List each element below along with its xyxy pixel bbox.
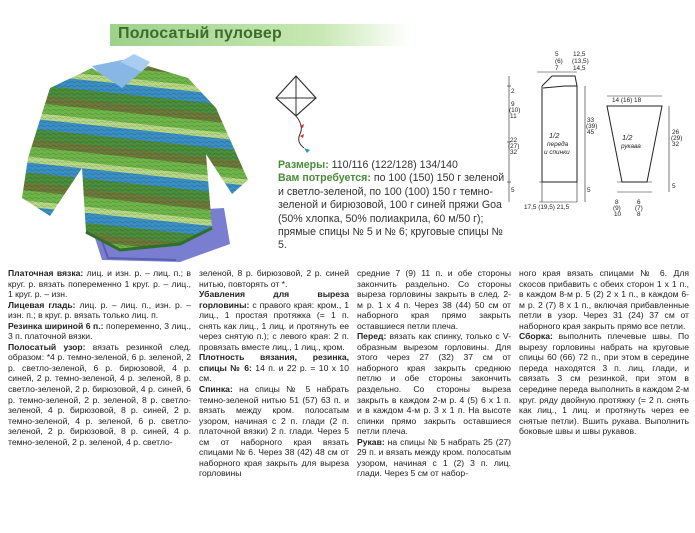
svg-text:(10): (10): [509, 107, 521, 114]
svg-text:9: 9: [511, 101, 515, 108]
svg-text:6: 6: [637, 199, 641, 206]
svg-text:(13,5): (13,5): [572, 58, 589, 65]
svg-text:32: 32: [672, 141, 680, 148]
svg-text:14 (16) 18: 14 (16) 18: [612, 97, 642, 104]
svg-text:5: 5: [511, 187, 515, 194]
materials-label: Вам потребуется:: [278, 172, 371, 185]
svg-text:(27): (27): [508, 143, 520, 150]
kite-icon: [270, 68, 345, 153]
svg-text:(29): (29): [671, 135, 683, 142]
svg-text:7: 7: [555, 65, 559, 72]
page-title: Полосатый пуловер: [118, 25, 282, 42]
svg-text:26: 26: [672, 129, 680, 136]
pattern-schema: [497, 42, 692, 218]
svg-text:14,5: 14,5: [573, 65, 586, 72]
svg-text:рукава: рукава: [621, 143, 641, 150]
svg-text:(9): (9): [613, 205, 621, 212]
svg-text:8: 8: [615, 199, 619, 206]
svg-text:и спинки: и спинки: [544, 149, 570, 156]
instructions-column-3: средние 7 (9) 11 п. и обе стороны закончить раздельно. Со стороны выреза горловины закрыть в след. 2-м р. 1 х 4 п. Через 38 (44) 50 см от наборного края прямо закрыть оставшиеся петли плеча. Перед: вязать как спинку, только с V-образным вырезом горловины. Для этого через 27 (32) 37 см от наборного края закрыть среднюю петлю и обе стороны закончить раздельно. Со стороны выреза закрыть в каждом 2-м р. 4 (5) 6 х 1 п. и в каждом 4-м р. 3 х 1 п. На высоте спинки прямо закрыть оставшиеся петли плеча. Рукав: на спицы № 5 набрать 25 (27) 29 п. и вязать между кром. полосатым узором, начиная с 1 (2) 3 п. лиц. глади. Через 5 см от набор-: [357, 268, 511, 479]
svg-text:(39): (39): [586, 123, 598, 130]
svg-text:12,5: 12,5: [573, 51, 586, 58]
svg-text:1/2: 1/2: [549, 131, 560, 140]
instructions-column-2: зеленой, 8 р. бирюзовой, 2 р. синей нитью, повторять от *. Убавления для выреза горловины: с правого края: кром., 1 лиц., 1 простая протяжка (= 1 п. снять как лиц., 1 лиц. и протянуть ее через снятую п.); с левого края: 2 п. провязать вместе лиц., 1 лиц., кром. Плотность вязания, резинка, спицы № 6: 14 п. и 22 р. = 10 х 10 см. Спинка: на спицы № 5 набрать темно-зеленой нитью 51 (57) 63 п. и вязать между кром. полосатым узором, начиная с 2 п. глади (2 п. платочной вязки) 2 п. глади. Через 5 см от наборного края вязать спицами № 6. Через 38 (42) 48 см от наборного края закрыть для выреза горловины: [199, 268, 349, 479]
svg-text:1/2: 1/2: [622, 133, 633, 142]
svg-text:45: 45: [587, 129, 595, 136]
sizes-block: [278, 159, 506, 253]
svg-text:10: 10: [614, 211, 622, 218]
sizes-label: Размеры:: [278, 159, 329, 171]
sizes-value: 110/116 (122/128) 134/140: [328, 159, 458, 171]
svg-text:8: 8: [637, 211, 641, 218]
svg-text:(7): (7): [635, 205, 643, 212]
svg-text:5: 5: [672, 183, 676, 190]
svg-text:5: 5: [587, 187, 591, 194]
svg-text:17,5 (19,5) 21,5: 17,5 (19,5) 21,5: [524, 204, 570, 211]
svg-text:переда: переда: [547, 141, 569, 148]
svg-text:32: 32: [510, 149, 518, 156]
front-top-size: 5: [555, 51, 559, 58]
svg-text:22: 22: [510, 137, 518, 144]
instructions-column-4: ного края вязать спицами № 6. Для скосов прибавить с обеих сторон 1 х 1 п., в каждом 8-м р. 5 (2) 2 х 1 п., в каждом 6-м р. 2 (7) 8 х 1 п., включая прибавленные петли в узор. Через 31 (24) 37 см от наборного края закрыть прямо все петли. Сборка: выполнить плечевые швы. По вырезу горловины набрать на круговые спицы 60 (66) 72 п., при этом в середине переда находятся 3 п. лиц. глади, и связать 3 см резинкой, при этом в середине переда выполнить в каждом 2-м круг. ряду двойную протяжку (= 2 п. снять как лиц., 1 лиц. и протянуть через ее снятые петли). Вшить рукава. Выполнить боковые швы и швы рукавов.: [519, 268, 689, 437]
svg-text:11: 11: [510, 113, 517, 120]
svg-text:2: 2: [511, 88, 515, 95]
striped-pullover-photo: [10, 48, 258, 266]
instructions-column-1: Платочная вязка: лиц. и изн. р. – лиц. п.; в круг. р. вязать попеременно 1 круг. р. – лиц., 1 круг. р. – изн. Лицевая гладь: лиц. р. – лиц. п., изн. р. – изн. п.; в круг. р. вязать только лиц. п. Резинка шириной 6 п.: попеременно, 3 лиц., 3 п. платочной вязки. Полосатый узор: вязать резинкой след. образом: *4 р. темно-зеленой, 6 р. зеленой, 2 р. светло-зеленой, 6 р. бирюзовой, 4 р. синей, 2 р. темно-зеленой, 4 р. зеленой, 8 р. светло-зеленой, 2 р. бирюзовой, 4 р. синей, 6 р. темно-зеленой, 2 р. зеленой, 8 р. светло-зеленой, 4 р. бирюзовой, 8 р. синей, 2 р. темно-зеленой, 4 р. зеленой, 6 р. светло-зеленой, 2 р. бирюзовой, 8 р. синей, 4 р. темно-зеленой, 2 р. зеленой, 4 р. светло-: [8, 268, 191, 447]
svg-text:(6): (6): [555, 58, 563, 65]
svg-text:33: 33: [587, 117, 595, 124]
materials-text: по 100 (150) 150 г зеленой и светло-зеленой, по 100 (100) 150 г темно-зеленой и бирюзовой, 100 г синей пряжи Goa (50% хлопка, 50% полиакрила, 60 м/50 г); прямые спицы № 5 и № 6; круговые спицы № 5.: [278, 172, 505, 252]
